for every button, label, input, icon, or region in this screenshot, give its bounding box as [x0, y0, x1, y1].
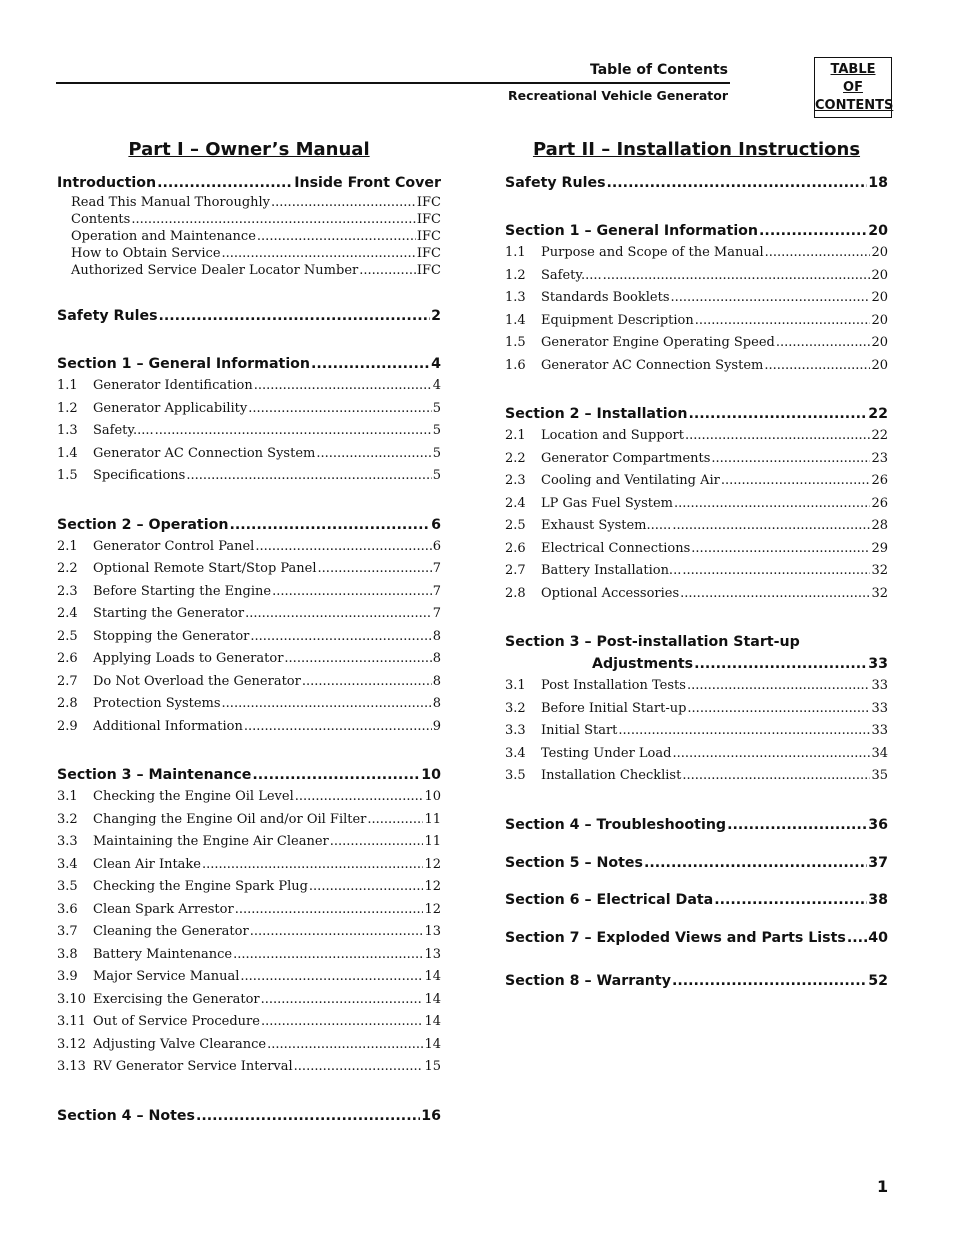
- toc-item-number: 1.1: [505, 245, 526, 260]
- dot-leader: [294, 1056, 424, 1079]
- toc-item-page: 8: [432, 673, 441, 689]
- toc-item-page: 28: [871, 518, 888, 533]
- dot-leader: [691, 538, 870, 561]
- dot-leader: [250, 921, 424, 944]
- toc-heading-section-3-line2[interactable]: Adjustments ..... 33: [505, 653, 888, 675]
- dot-leader: [202, 854, 423, 877]
- toc-item-label: Additional Information: [93, 718, 243, 734]
- toc-item-label: Installation Checklist: [541, 768, 682, 783]
- toc-item-label: Generator Compartments: [541, 450, 711, 466]
- toc-item-page: 33: [871, 678, 888, 693]
- toc-item-number: 3.1: [505, 678, 526, 693]
- toc-item[interactable]: [505, 448, 888, 471]
- toc-item-label: Battery Maintenance: [93, 946, 233, 962]
- toc-item-number: 2.6: [505, 540, 526, 556]
- toc-item[interactable]: [57, 603, 441, 626]
- toc-item-page: 13: [424, 924, 441, 939]
- toc-item[interactable]: [57, 443, 441, 466]
- toc-item[interactable]: [57, 581, 441, 604]
- dot-leader: [302, 671, 432, 694]
- toc-item-label: Clean Spark Arrestor: [93, 901, 234, 917]
- dot-leader: [255, 536, 431, 559]
- toc-item-label: Read This Manual Thoroughly: [71, 195, 271, 210]
- toc-item[interactable]: [505, 515, 888, 538]
- toc-item[interactable]: [505, 720, 888, 743]
- toc-item[interactable]: [57, 194, 441, 211]
- toc-item[interactable]: [505, 493, 888, 516]
- dot-leader: [776, 332, 871, 355]
- toc-item-page: 12: [424, 856, 441, 872]
- toc-item-page: 7: [432, 561, 441, 576]
- toc-item[interactable]: [57, 831, 441, 854]
- toc-item-number: 3.7: [57, 924, 78, 939]
- toc-item-page: 12: [424, 879, 441, 894]
- toc-item-number: 3.10: [57, 991, 86, 1007]
- toc-item-page: 8: [432, 628, 441, 644]
- tab-line: OF: [843, 80, 863, 95]
- toc-item-label: Authorized Service Dealer Locator Number: [71, 263, 359, 278]
- toc-item-number: 2.1: [57, 538, 78, 554]
- toc-item-number: 2.2: [57, 561, 78, 576]
- toc-item-number: 2.3: [57, 583, 78, 599]
- toc-item-label: Battery Installation...: [541, 563, 682, 578]
- toc-item-page: 20: [871, 312, 888, 328]
- toc-item-page: 32: [871, 585, 888, 601]
- toc-item[interactable]: [57, 809, 441, 832]
- dot-leader: [261, 1011, 424, 1034]
- toc-item-label: Exhaust System......: [541, 518, 672, 533]
- toc-item-page: 20: [871, 335, 888, 350]
- toc-item-number: 2.8: [505, 585, 526, 601]
- dot-leader: [674, 493, 870, 516]
- toc-item-label: Starting the Generator: [93, 606, 245, 621]
- toc-item-page: IFC: [416, 263, 441, 278]
- dot-leader: [295, 786, 424, 809]
- toc-item[interactable]: [57, 944, 441, 967]
- toc-item-label: Applying Loads to Generator: [93, 651, 284, 666]
- dot-leader: [687, 698, 870, 721]
- toc-item-number: 2.7: [57, 673, 78, 689]
- toc-item-page: 20: [871, 290, 888, 305]
- toc-item-page: 14: [424, 1014, 441, 1029]
- toc-item[interactable]: [505, 675, 888, 698]
- toc-item[interactable]: [505, 698, 888, 721]
- dot-leader: [618, 720, 870, 743]
- toc-heading-section-3[interactable]: Section 3 – Maintenance ..... 10: [57, 764, 441, 786]
- toc-item-page: IFC: [416, 246, 441, 261]
- page-number: 1: [877, 1177, 889, 1196]
- dot-leader: [330, 831, 424, 854]
- toc-item-label: Changing the Engine Oil and/or Oil Filter: [93, 811, 367, 827]
- toc-item[interactable]: [57, 693, 441, 716]
- toc-item-page: 26: [871, 473, 888, 488]
- toc-item-label: Before Initial Start-up: [541, 700, 687, 716]
- toc-item-page: 4: [432, 378, 441, 393]
- toc-item[interactable]: [57, 1034, 441, 1057]
- toc-item[interactable]: [57, 1056, 441, 1079]
- toc-item-number: 1.1: [57, 378, 78, 393]
- toc-item-label: RV Generator Service Interval: [93, 1059, 293, 1074]
- toc-item[interactable]: [505, 265, 888, 288]
- toc-item[interactable]: [57, 899, 441, 922]
- toc-item-number: 2.6: [57, 651, 78, 666]
- toc-heading-section-4[interactable]: Section 4 – Notes ..... 16: [57, 1105, 441, 1127]
- toc-item-label: Generator AC Connection System: [93, 445, 316, 461]
- toc-heading-section-1[interactable]: Section 1 – General Information ..... 4: [57, 353, 441, 375]
- dot-leader: [254, 375, 432, 398]
- toc-item[interactable]: [57, 716, 441, 739]
- dot-leader: [240, 966, 423, 989]
- toc-item[interactable]: [57, 465, 441, 488]
- toc-item[interactable]: [57, 921, 441, 944]
- toc-item-page: IFC: [416, 212, 441, 227]
- toc-item-page: 15: [424, 1059, 441, 1074]
- toc-item-number: 1.3: [505, 290, 526, 305]
- toc-item-page: 35: [871, 768, 888, 783]
- toc-item[interactable]: [57, 876, 441, 899]
- toc-list: [57, 194, 441, 279]
- dot-leader: [261, 989, 424, 1012]
- toc-item-label: Safety.....: [541, 267, 602, 283]
- dot-leader: [695, 310, 871, 333]
- toc-item-label: Adjusting Valve Clearance: [93, 1036, 267, 1052]
- toc-item-page: 10: [424, 789, 441, 804]
- toc-item-page: IFC: [416, 229, 441, 244]
- dot-leader: [272, 581, 432, 604]
- toc-item-number: 3.9: [57, 969, 78, 984]
- dot-leader: [318, 558, 432, 581]
- header-subtitle: Recreational Vehicle Generator: [507, 88, 728, 103]
- toc-item-label: Operation and Maintenance: [71, 229, 256, 244]
- toc-heading-section-3-line1[interactable]: Section 3 – Post-installation Start-up: [505, 634, 800, 650]
- toc-item-number: 2.7: [505, 563, 526, 578]
- toc-item-page: 11: [424, 811, 441, 827]
- toc-item-number: 1.2: [505, 267, 526, 283]
- toc-item-label: Optional Accessories: [541, 585, 680, 601]
- dot-leader: [685, 425, 870, 448]
- toc-item-label: Testing Under Load: [541, 745, 672, 761]
- toc-list: [505, 242, 888, 377]
- toc-item[interactable]: [57, 648, 441, 671]
- toc-item-label: Checking the Engine Oil Level: [93, 789, 294, 804]
- toc-item-number: 3.4: [505, 745, 526, 761]
- toc-heading-section-8[interactable]: Section 8 – Warranty ..... 52: [505, 970, 888, 992]
- part-title: Part I – Owner’s Manual: [128, 139, 370, 160]
- toc-item-page: 7: [432, 583, 441, 599]
- toc-item-number: 1.2: [57, 400, 78, 416]
- dot-leader: [245, 603, 432, 626]
- dot-leader: [186, 465, 431, 488]
- part-title: Part II – Installation Instructions: [532, 139, 861, 160]
- toc-item-label: Cleaning the Generator: [93, 924, 249, 939]
- toc-item-label: Optional Remote Start/Stop Panel: [93, 561, 317, 576]
- owners-manual-column: [57, 138, 441, 1127]
- toc-item-label: Contents: [71, 212, 131, 227]
- toc-heading-section-5[interactable]: Section 5 – Notes ..... 37: [505, 852, 888, 874]
- toc-item-label: Protection Systems: [93, 696, 221, 711]
- toc-item-page: 13: [424, 946, 441, 962]
- toc-item-number: 3.5: [57, 879, 78, 894]
- header-title: Table of Contents: [589, 62, 728, 78]
- toc-item[interactable]: [505, 583, 888, 606]
- toc-item[interactable]: [505, 538, 888, 561]
- tab-line: TABLE: [830, 62, 876, 77]
- toc-item[interactable]: [57, 671, 441, 694]
- dot-leader: [672, 515, 870, 538]
- toc-item-page: 6: [432, 538, 441, 554]
- toc-item[interactable]: [57, 786, 441, 809]
- toc-item[interactable]: [505, 743, 888, 766]
- toc-item-page: 33: [871, 723, 888, 738]
- toc-item-label: Initial Start: [541, 723, 618, 738]
- toc-item[interactable]: [57, 558, 441, 581]
- toc-item[interactable]: [57, 626, 441, 649]
- toc-item-number: 3.3: [505, 723, 526, 738]
- toc-item-page: 23: [871, 450, 888, 466]
- toc-item-label: Purpose and Scope of the Manual: [541, 245, 764, 260]
- toc-item-label: Electrical Connections: [541, 540, 691, 556]
- toc-item-label: Generator AC Connection System: [541, 357, 764, 373]
- toc-item[interactable]: [505, 332, 888, 355]
- toc-list: [505, 425, 888, 605]
- toc-item-number: 3.2: [57, 811, 78, 827]
- toc-item-page: 8: [432, 651, 441, 666]
- toc-item[interactable]: [57, 854, 441, 877]
- toc-heading-section-7[interactable]: Section 7 – Exploded Views and Parts Lists ..... 40: [505, 927, 888, 949]
- toc-item-page: 20: [871, 245, 888, 260]
- toc-item[interactable]: [505, 310, 888, 333]
- dot-leader: [271, 194, 416, 211]
- toc-item-number: 3.8: [57, 946, 78, 962]
- toc-item[interactable]: [505, 425, 888, 448]
- dot-leader: [671, 287, 871, 310]
- toc-item-label: Generator Engine Operating Speed: [541, 335, 775, 350]
- tab-line: CONTENTS: [815, 98, 894, 113]
- toc-item-number: 2.5: [57, 628, 78, 644]
- toc-item-number: 2.1: [505, 428, 526, 443]
- toc-item-number: 3.11: [57, 1014, 86, 1029]
- toc-item-number: 2.2: [505, 450, 526, 466]
- dot-leader: [248, 398, 431, 421]
- toc-list: [57, 375, 441, 488]
- toc-item-number: 2.4: [505, 495, 526, 511]
- toc-item-number: 3.4: [57, 856, 78, 872]
- toc-item-page: 5: [432, 468, 441, 483]
- toc-heading-section-1[interactable]: Section 1 – General Information ..... 20: [505, 220, 888, 242]
- toc-item-label: Cooling and Ventilating Air: [541, 473, 720, 488]
- dot-leader: [680, 583, 870, 606]
- toc-item-label: Equipment Description: [541, 312, 694, 328]
- toc-item[interactable]: [57, 1011, 441, 1034]
- toc-tab-box: [814, 57, 892, 118]
- toc-item-page: 20: [871, 267, 888, 283]
- toc-item[interactable]: [505, 287, 888, 310]
- toc-item-label: LP Gas Fuel System: [541, 495, 673, 511]
- dot-leader: [603, 265, 871, 288]
- dot-leader: [316, 443, 431, 466]
- toc-item-page: 33: [871, 700, 888, 716]
- dot-leader: [359, 262, 416, 279]
- toc-item-number: 2.5: [505, 518, 526, 533]
- toc-item-page: 5: [432, 400, 441, 416]
- toc-item-number: 1.3: [57, 423, 78, 438]
- toc-item-number: 2.8: [57, 696, 78, 711]
- toc-item-number: 2.9: [57, 718, 78, 734]
- toc-item[interactable]: [57, 989, 441, 1012]
- toc-item-number: 3.12: [57, 1036, 86, 1052]
- toc-heading-safety-rules[interactable]: Safety Rules ..... 18: [505, 172, 888, 194]
- toc-item-number: 3.2: [505, 700, 526, 716]
- toc-heading-introduction[interactable]: Introduction ..... Inside Front Cover: [57, 172, 441, 194]
- toc-item-number: 3.3: [57, 834, 78, 849]
- toc-item-number: 2.4: [57, 606, 78, 621]
- toc-item-page: 20: [871, 357, 888, 373]
- toc-item[interactable]: [505, 355, 888, 378]
- toc-item-label: Standards Booklets: [541, 290, 670, 305]
- toc-item-page: 14: [424, 969, 441, 984]
- toc-item-number: 3.6: [57, 901, 78, 917]
- toc-item-number: 1.5: [505, 335, 526, 350]
- toc-item-page: 29: [871, 540, 888, 556]
- toc-item-page: 32: [871, 563, 888, 578]
- toc-item[interactable]: [505, 242, 888, 265]
- toc-item-number: 1.4: [505, 312, 526, 328]
- dot-leader: [222, 245, 416, 262]
- toc-item-label: Stopping the Generator: [93, 628, 250, 644]
- toc-item-page: IFC: [416, 195, 441, 210]
- toc-item-label: Safety.....: [93, 423, 154, 438]
- toc-item[interactable]: [57, 228, 441, 245]
- toc-item-number: 3.5: [505, 768, 526, 783]
- toc-item[interactable]: [505, 470, 888, 493]
- toc-item[interactable]: [57, 375, 441, 398]
- toc-item-label: How to Obtain Service: [71, 246, 221, 261]
- toc-item-label: Out of Service Procedure: [93, 1014, 260, 1029]
- toc-item-label: Before Starting the Engine: [93, 583, 272, 599]
- dot-leader: [682, 560, 870, 583]
- toc-item-page: 9: [432, 718, 441, 734]
- toc-heading-section-6[interactable]: Section 6 – Electrical Data ..... 38: [505, 889, 888, 911]
- toc-item-label: Do Not Overload the Generator: [93, 673, 301, 689]
- toc-item-label: Exercising the Generator: [93, 991, 260, 1007]
- dot-leader: [250, 626, 431, 649]
- toc-item-page: 5: [432, 423, 441, 438]
- dot-leader: [244, 716, 432, 739]
- dot-leader: [131, 211, 416, 228]
- toc-item-label: Clean Air Intake: [93, 856, 201, 872]
- dot-leader: [682, 765, 870, 788]
- toc-item-page: 34: [871, 745, 888, 761]
- toc-item[interactable]: [505, 765, 888, 788]
- toc-item-number: 1.4: [57, 445, 78, 461]
- toc-item-label: Specifications: [93, 468, 186, 483]
- toc-item[interactable]: [57, 420, 441, 443]
- toc-list: [505, 675, 888, 788]
- dot-leader: [233, 944, 423, 967]
- dot-leader: [721, 470, 871, 493]
- toc-item-page: 12: [424, 901, 441, 917]
- toc-item-label: Generator Applicability: [93, 400, 248, 416]
- toc-item-label: Post Installation Tests: [541, 678, 686, 693]
- toc-list: [57, 536, 441, 739]
- toc-item-page: 22: [871, 428, 888, 443]
- header-rule: [56, 82, 730, 84]
- installation-column: [505, 138, 888, 992]
- toc-list: [57, 786, 441, 1079]
- toc-item-number: 3.13: [57, 1059, 86, 1074]
- dot-leader: [257, 228, 416, 245]
- toc-heading-section-2[interactable]: Section 2 – Operation ..... 6: [57, 514, 441, 536]
- toc-item-label: Location and Support: [541, 428, 684, 443]
- toc-item[interactable]: [57, 536, 441, 559]
- dot-leader: [764, 355, 870, 378]
- toc-item-page: 11: [424, 834, 441, 849]
- toc-item[interactable]: [57, 245, 441, 262]
- toc-item-label: Major Service Manual: [93, 969, 240, 984]
- toc-heading-section-4[interactable]: Section 4 – Troubleshooting ..... 36: [505, 814, 888, 836]
- dot-leader: [765, 242, 871, 265]
- dot-leader: [687, 675, 871, 698]
- toc-item[interactable]: [57, 966, 441, 989]
- dot-leader: [155, 420, 432, 443]
- dot-leader: [222, 693, 432, 716]
- dot-leader: [267, 1034, 423, 1057]
- dot-leader: [711, 448, 870, 471]
- toc-heading-section-2[interactable]: Section 2 – Installation ..... 22: [505, 403, 888, 425]
- toc-heading-safety-rules[interactable]: Safety Rules ..... 2: [57, 305, 441, 327]
- toc-item-page: 7: [432, 606, 441, 621]
- dot-leader: [235, 899, 424, 922]
- toc-item-page: 8: [432, 696, 441, 711]
- toc-item[interactable]: [505, 560, 888, 583]
- toc-item-label: Checking the Engine Spark Plug: [93, 879, 308, 894]
- toc-item-page: 14: [424, 1036, 441, 1052]
- toc-item-label: Generator Identification: [93, 378, 253, 393]
- dot-leader: [672, 743, 870, 766]
- toc-item-label: Maintaining the Engine Air Cleaner: [93, 834, 329, 849]
- toc-item[interactable]: [57, 211, 441, 228]
- toc-item-label: Generator Control Panel: [93, 538, 255, 554]
- dot-leader: [367, 809, 423, 832]
- toc-item-number: 2.3: [505, 473, 526, 488]
- toc-item-number: 1.6: [505, 357, 526, 373]
- dot-leader: [284, 648, 431, 671]
- toc-item-number: 3.1: [57, 789, 78, 804]
- toc-item-page: 14: [424, 991, 441, 1007]
- toc-item[interactable]: [57, 262, 441, 279]
- toc-item-page: 26: [871, 495, 888, 511]
- dot-leader: [309, 876, 424, 899]
- toc-item[interactable]: [57, 398, 441, 421]
- toc-item-number: 1.5: [57, 468, 78, 483]
- toc-item-page: 5: [432, 445, 441, 461]
